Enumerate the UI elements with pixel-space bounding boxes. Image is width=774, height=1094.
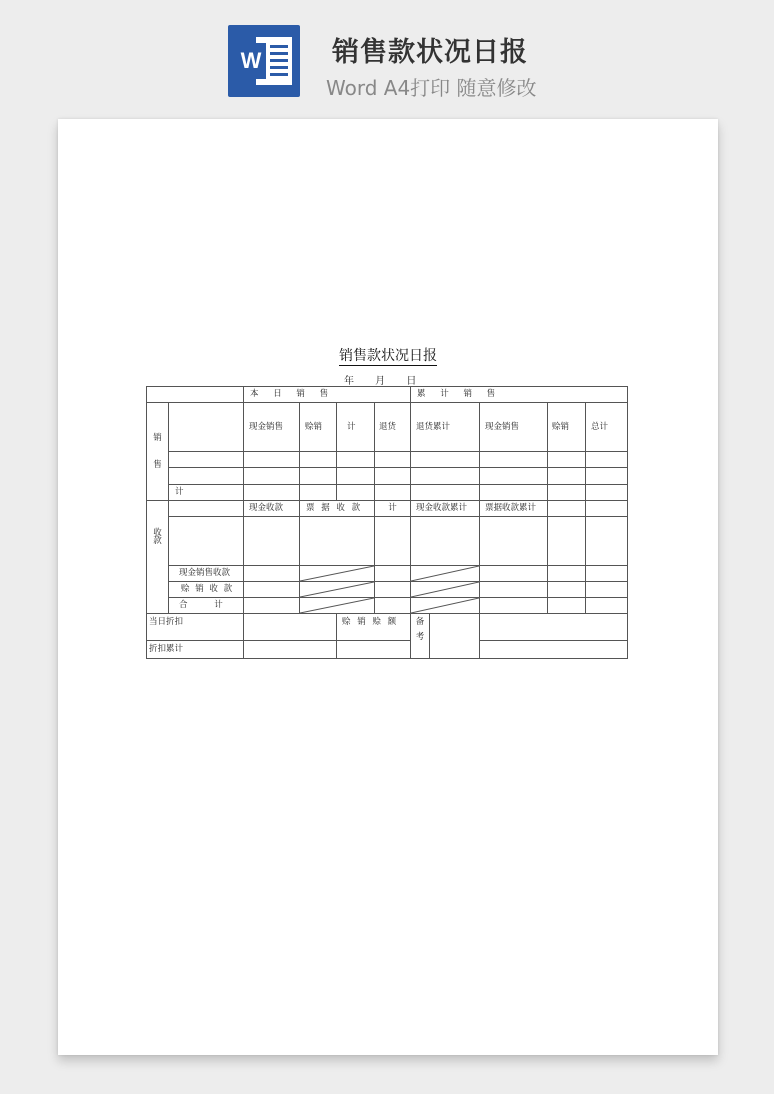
row-cash-sales-receipts: 现金销售收款 (169, 566, 244, 582)
cell (300, 452, 337, 468)
cell (480, 598, 548, 614)
date-line: 年 月 日 (344, 376, 417, 387)
credit-note-value (337, 641, 411, 659)
cell (548, 517, 586, 566)
row-receipt-total: 合 计 (169, 598, 244, 614)
col-cum-credit-sales: 赊销 (548, 403, 586, 452)
cell (169, 452, 244, 468)
sales-side-label: 销 售 (147, 403, 169, 501)
col-note-receipts: 票 据 收 款 (300, 501, 375, 517)
discount-cumulative-label: 折扣累计 (147, 641, 244, 659)
cell (548, 485, 586, 501)
col-cash-sales: 现金销售 (244, 403, 300, 452)
cell (480, 485, 548, 501)
cell (480, 517, 548, 566)
cell (411, 468, 480, 485)
col-receipt-subtotal: 计 (375, 501, 411, 517)
cell (375, 566, 411, 582)
cell (244, 598, 300, 614)
cell (586, 582, 628, 598)
cell (244, 582, 300, 598)
diagonal-cell (300, 566, 375, 582)
col-cash-receipts: 现金收款 (244, 501, 300, 517)
corner-cell (147, 387, 244, 403)
cell (586, 485, 628, 501)
cell (586, 517, 628, 566)
word-icon-letter: W (236, 43, 266, 79)
discount-today-label: 当日折扣 (147, 614, 244, 641)
header-title: 销售款状况日报 (332, 37, 528, 68)
cell (169, 517, 244, 566)
cell (586, 501, 628, 517)
cumulative-sales-header: 累 计 销 售 (411, 387, 628, 403)
diagonal-cell (411, 582, 480, 598)
cell (548, 566, 586, 582)
diagonal-cell (411, 566, 480, 582)
remark-value (480, 614, 628, 641)
cell (300, 468, 337, 485)
sales-report-table (146, 386, 628, 659)
cell (548, 452, 586, 468)
cell (411, 485, 480, 501)
cell (244, 566, 300, 582)
word-icon (228, 25, 300, 97)
cell (480, 468, 548, 485)
cell (337, 452, 375, 468)
sales-total-label: 计 (169, 485, 244, 501)
cell (244, 517, 300, 566)
cell (586, 566, 628, 582)
receipt-side-label: 收 款 (147, 501, 169, 614)
today-sales-header: 本 日 销 售 (244, 387, 411, 403)
cell (548, 598, 586, 614)
col-returns-cumulative: 退货累计 (411, 403, 480, 452)
cell (337, 485, 375, 501)
cell (480, 452, 548, 468)
cell (375, 598, 411, 614)
col-credit-sales: 赊销 (300, 403, 337, 452)
discount-cumulative-value (244, 641, 337, 659)
cell (548, 501, 586, 517)
cell (244, 485, 300, 501)
col-cum-cash-sales: 现金销售 (480, 403, 548, 452)
discount-today-value (244, 614, 337, 641)
cell (586, 468, 628, 485)
credit-note-label: 赊 销 赊 额 (337, 614, 411, 641)
remark-label: 备 考 (411, 614, 430, 658)
cell (411, 452, 480, 468)
header-subtitle: Word A4打印 随意修改 (326, 76, 537, 100)
cell (586, 598, 628, 614)
remark-value-left (430, 614, 480, 658)
cell (375, 468, 411, 485)
row-credit-receipts: 赊 销 收 款 (169, 582, 244, 598)
cell (411, 517, 480, 566)
remark-value-lower (480, 641, 628, 659)
cell (548, 582, 586, 598)
sales-blank-header (169, 403, 244, 452)
cell (244, 452, 300, 468)
col-sales-subtotal: 计 (337, 403, 375, 452)
cell (244, 468, 300, 485)
cell (375, 517, 411, 566)
receipt-blank-header (169, 501, 244, 517)
diagonal-cell (411, 598, 480, 614)
cell (337, 468, 375, 485)
cell (586, 452, 628, 468)
cell (480, 566, 548, 582)
col-cash-receipts-cumulative: 现金收款累计 (411, 501, 480, 517)
diagonal-cell (300, 598, 375, 614)
cell (375, 582, 411, 598)
cell (300, 517, 375, 566)
col-note-receipts-cumulative: 票据收款累计 (480, 501, 548, 517)
remark-cell (411, 614, 480, 659)
cell (375, 452, 411, 468)
page-header (0, 0, 774, 110)
col-returns: 退货 (375, 403, 411, 452)
cell (548, 468, 586, 485)
diagonal-cell (300, 582, 375, 598)
document-page (58, 119, 718, 1055)
cell (300, 485, 337, 501)
cell (169, 468, 244, 485)
cell (480, 582, 548, 598)
col-grand-total: 总计 (586, 403, 628, 452)
cell (375, 485, 411, 501)
document-title: 销售款状况日报 (339, 348, 437, 364)
